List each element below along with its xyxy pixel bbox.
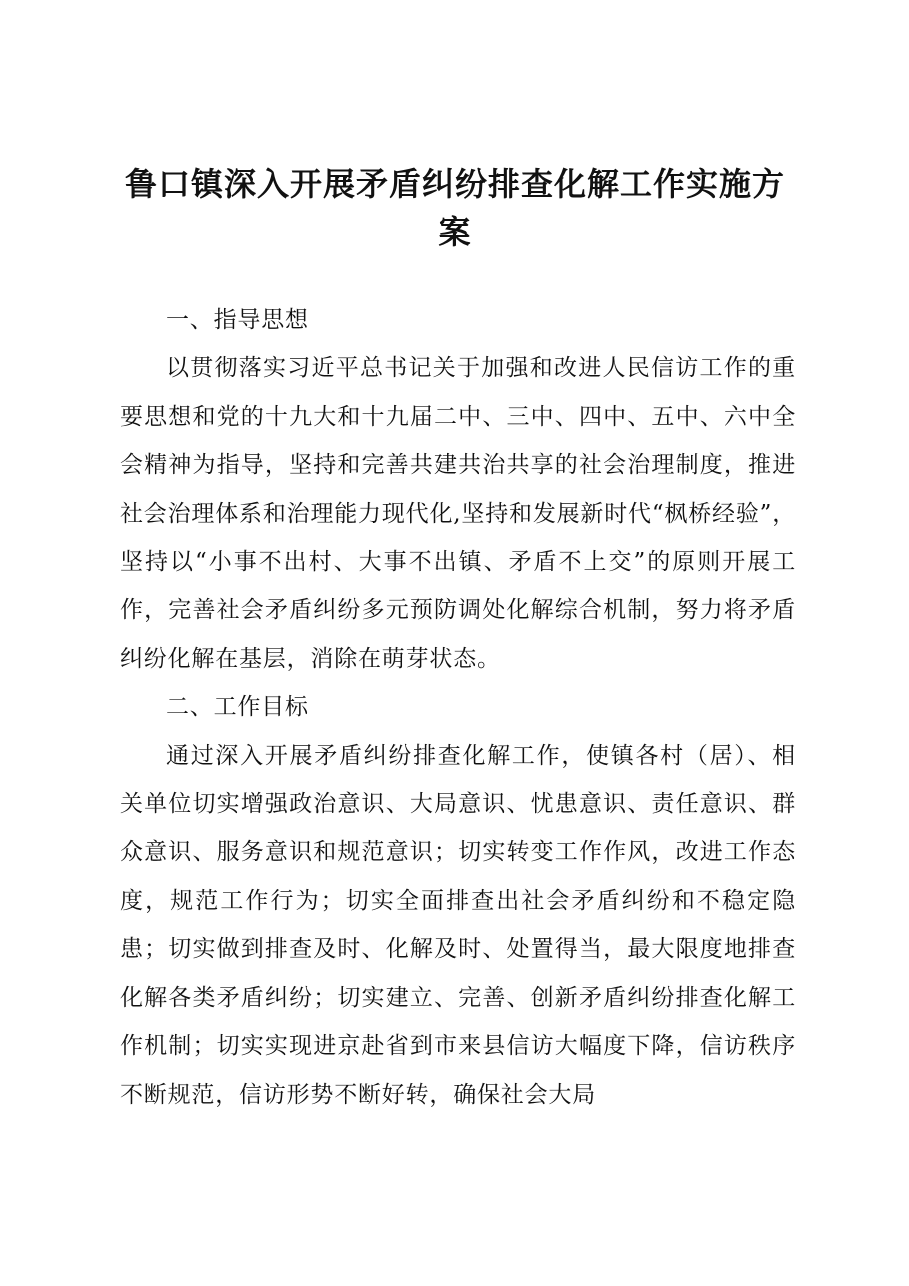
document-title: 鲁口镇深入开展矛盾纠纷排查化解工作实施方案 — [124, 165, 785, 251]
document-body — [120, 296, 796, 1119]
section-heading-work-goals: 二、工作目标 — [166, 694, 309, 721]
section-paragraph-work-goals: 通过深入开展矛盾纠纷排查化解工作，使镇各村（居）、相关单位切实增强政治意识、大局意识、忧患意识、责任意识、群众意识、服务意识和规范意识；切实转变工作作风，改进工作态度，规范工作行为；切实全面排查出社会矛盾纠纷和不稳定隐患；切实做到排查及时、化解及时、处置得当，最大限度地排查化解各类矛盾纠纷；切实建立、完善、创新矛盾纠纷排查化解工作机制；切实实现进京赴省到市来县信访大幅度下降，信访秩序不断规范，信访形势不断好转，确保社会大局 — [120, 742, 796, 1108]
section-heading-guiding-ideology: 一、指导思想 — [166, 307, 309, 333]
section-paragraph-guiding-ideology: 以贯彻落实习近平总书记关于加强和改进人民信访工作的重要思想和党的十九大和十九届二中、三中、四中、五中、六中全会精神为指导，坚持和完善共建共治共享的社会治理制度，推进社会治理体系和治理能力现代化,坚持和发展新时代“枫桥经验”，坚持以“小事不出村、大事不出镇、矛盾不上交”的原则开展工作，完善社会矛盾纠纷多元预防调处化解综合机制，努力将矛盾纠纷化解在基层，消除在萌芽状态。 — [120, 355, 796, 672]
